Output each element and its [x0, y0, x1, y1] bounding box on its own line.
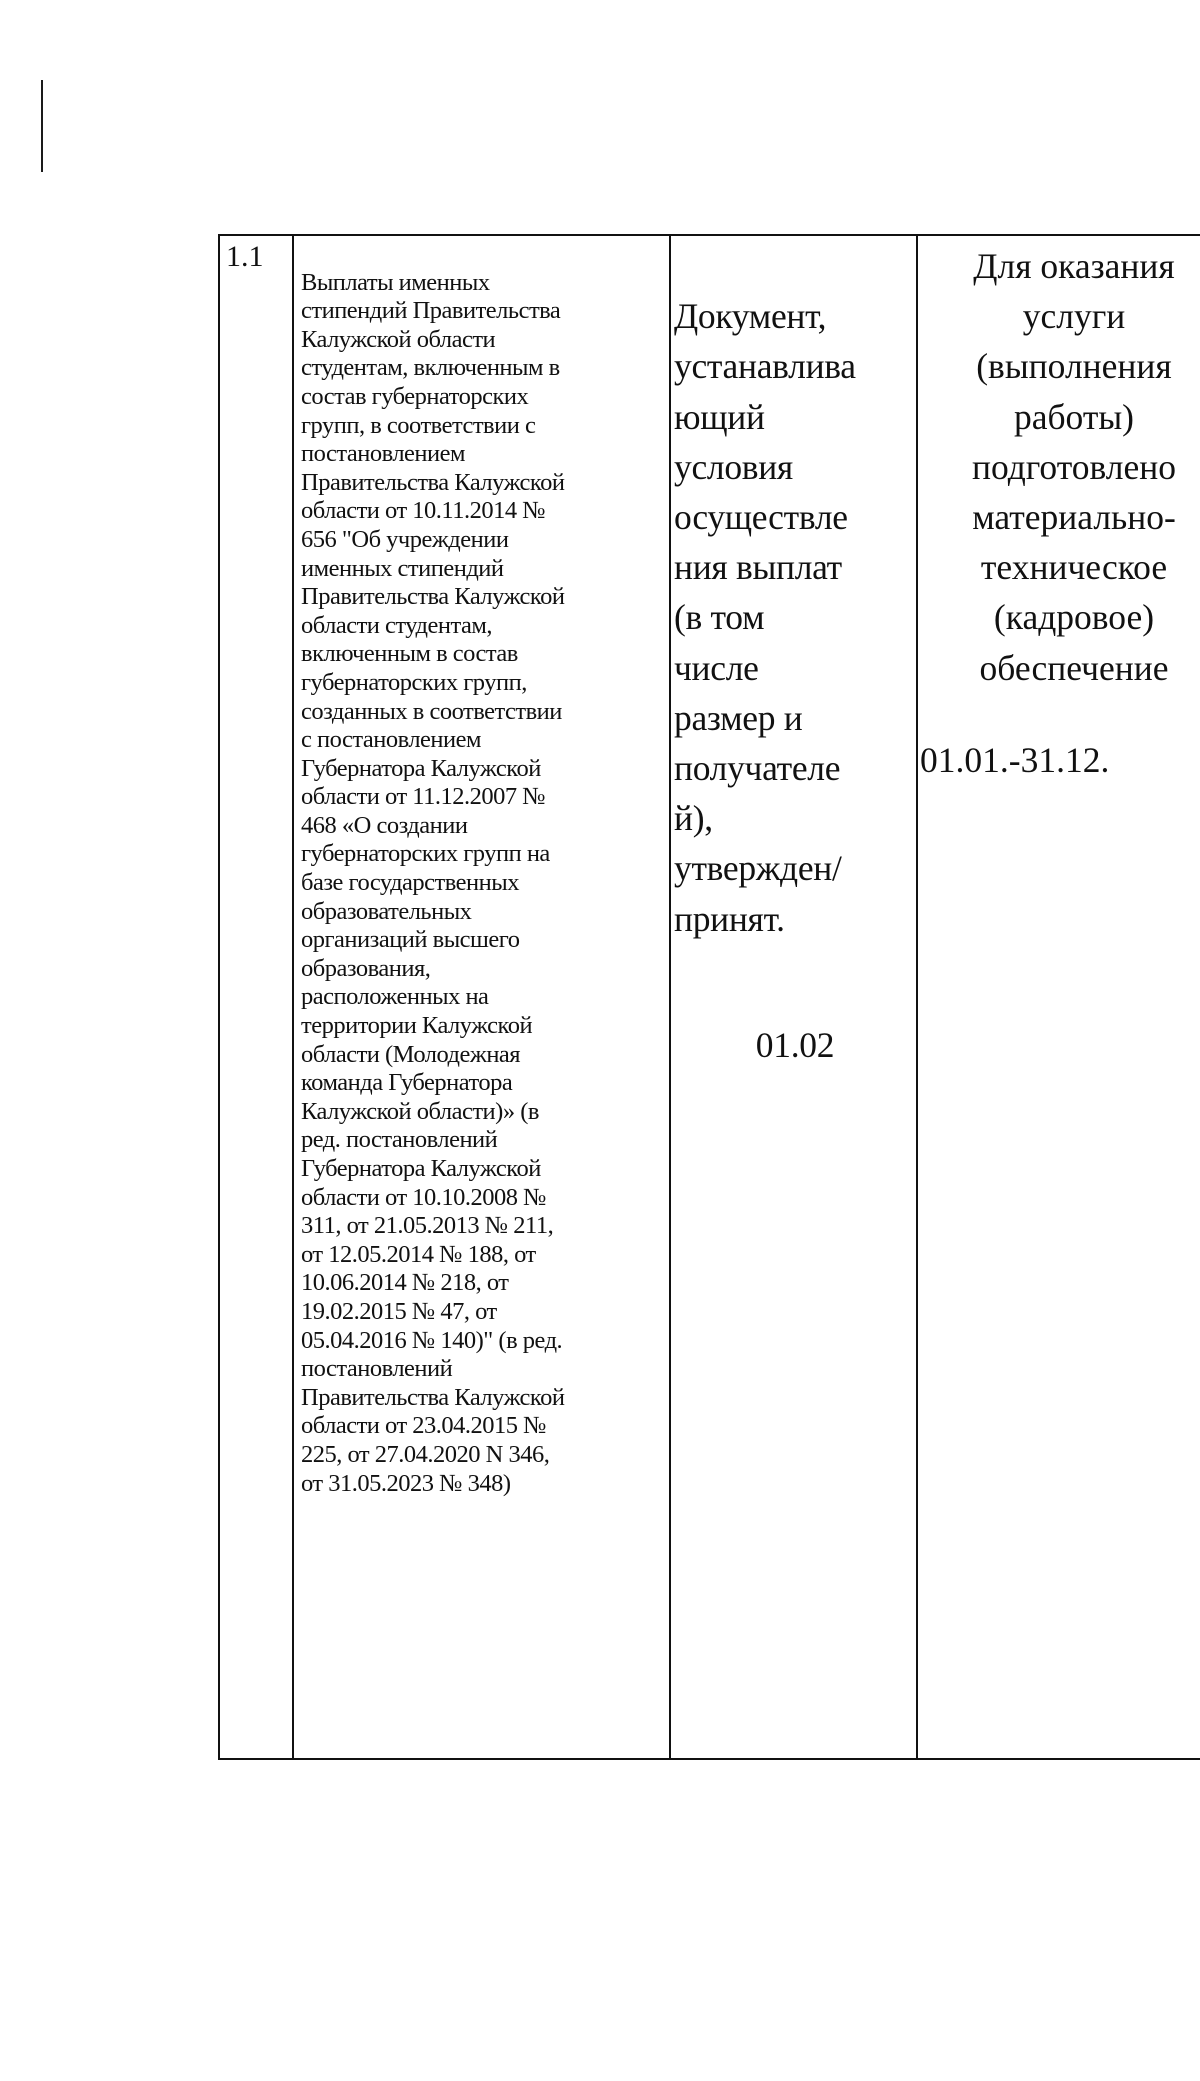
document-code: 01.02 — [755, 1025, 835, 1066]
document-cell — [670, 235, 917, 1759]
table-row — [219, 235, 1200, 1759]
document-text: Документ, устанавлива ющий условия осуществле ния выплат (в том числе размер и получателе й), утвержден/ принят. — [674, 296, 856, 939]
note-cell — [917, 235, 1200, 1759]
description-text: Выплаты именных стипендий Правительства Калужской области студентам, включенным в состав губернаторских групп, в соответствии с постановлением Правительства Калужской области от 10.11.2014 № 656 "Об учреждении именных стипендий Правительства Калужской области студентам, включенным в состав губернаторских групп, созданных в соответствии с постановлением Губернатора Калужской области от 11.12.2007 № 468 «О создании губернаторских групп на базе государственных образовательных организаций высшего образования, расположенных на территории Калужской области (Молодежная команда Губернатора Калужской области)» (в ред. постановлений Губернатора Калужской области от 10.10.2008 № 311, от 21.05.2013 № 211, от 12.05.2014 № 188, от 10.06.2014 № 218, от 19.02.2015 № 47, от 05.04.2016 № 140)" (в ред. постановлений Правительства Калужской области от 23.04.2015 № 225, от 27.04.2020 N 346, от 31.05.2023 № 348) — [301, 268, 565, 1497]
row-number: 1.1 — [226, 240, 264, 273]
requirements-table — [218, 234, 1200, 1760]
margin-mark — [41, 80, 43, 172]
period-text: 01.01.-31.12. — [920, 739, 1110, 780]
row-number-cell — [219, 235, 293, 1759]
note-text: Для оказания услуги (выполнения работы) подготовлено материально- техническое (кадровое) обеспечение — [971, 246, 1177, 688]
description-cell — [293, 235, 670, 1759]
